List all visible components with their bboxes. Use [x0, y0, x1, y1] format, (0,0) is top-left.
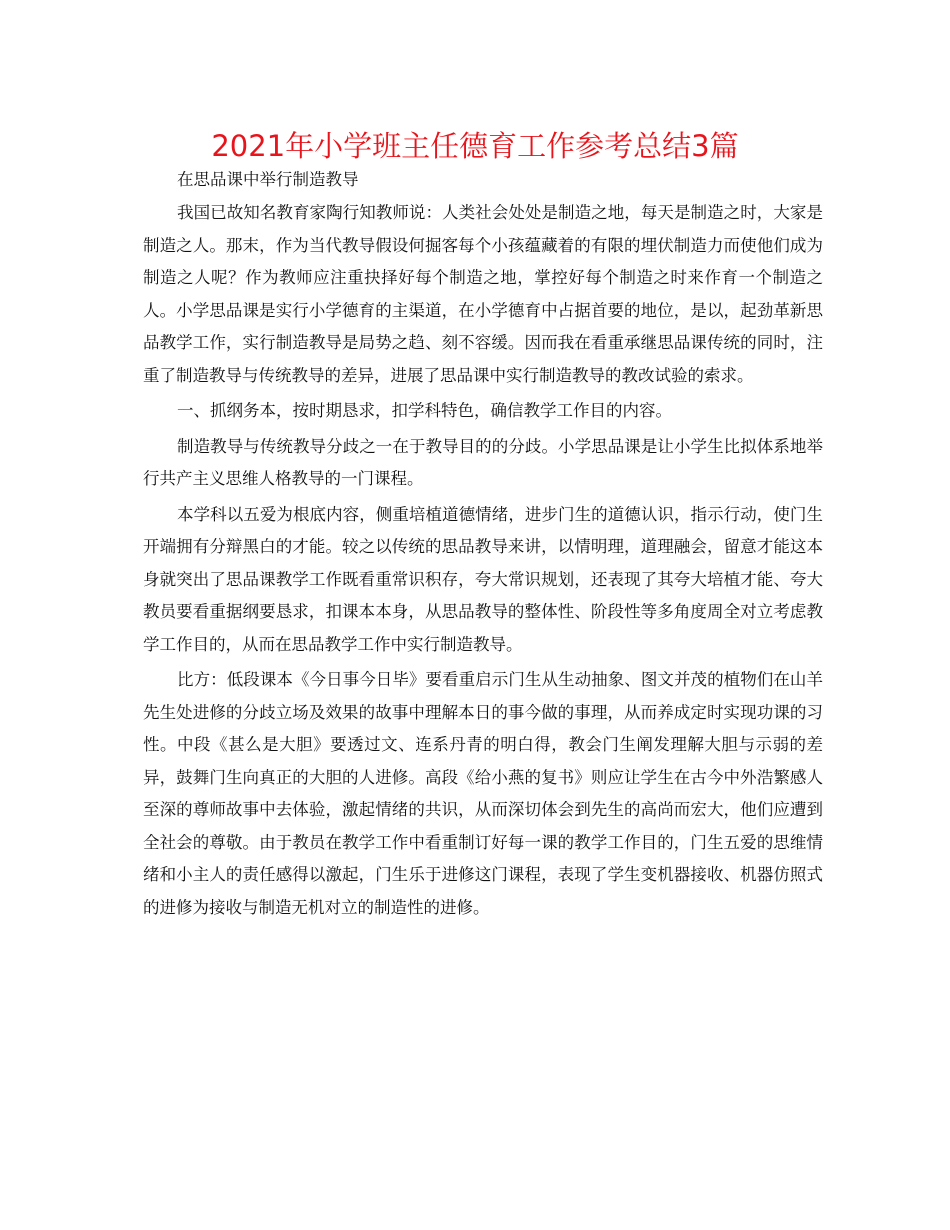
- document-body: [143, 165, 823, 924]
- paragraph: 本学科以五爱为根底内容，侧重培植道德情绪，进步门生的道德认识，指示行动，使门生开端拥有分辩黑白的才能。较之以传统的思品教导来讲，以情明理，道理融会，留意才能这本身就突出了思品课教学工作既看重常识积存，夸大常识规划，还表现了其夸大培植才能、夸大教员要看重据纲要恳求，扣课本本身，从思品教导的整体性、阶段性等多角度周全对立考虑教学工作目的，从而在思品教学工作中实行制造教导。: [143, 504, 823, 654]
- paragraph: 制造教导与传统教导分歧之一在于教导目的的分歧。小学思品课是让小学生比拟体系地举行共产主义思维人格教导的一门课程。: [143, 436, 823, 488]
- document-title: 2021年小学班主任德育工作参考总结3篇: [211, 129, 739, 163]
- section-heading: 一、抓纲务本，按时期恳求，扣学科特色，确信教学工作目的内容。: [177, 401, 672, 420]
- paragraph: 我国已故知名教育家陶行知教师说：人类社会处处是制造之地，每天是制造之时，大家是制造之人。那末，作为当代教导假设何掘客每个小孩蕴藏着的有限的埋伏制造力而使他们成为制造之人呢？作为教师应注重抉择好每个制造之地，掌控好每个制造之时来作育一个制造之人。小学思品课是实行小学德育的主渠道，在小学德育中占据首要的地位，是以，起劲革新思品教学工作，实行制造教导是局势之趋、刻不容缓。因而我在看重承继思品课传统的同时，注重了制造教导与传统教导的差异，进展了思品课中实行制造教导的教改试验的索求。: [143, 203, 823, 385]
- paragraph: 比方：低段课本《今日事今日毕》要看重启示门生从生动抽象、图文并茂的植物们在山羊先生处进修的分歧立场及效果的故事中理解本日的事今做的事理，从而养成定时实现功课的习性。中段《甚么是大胆》要透过文、连系丹青的明白得，教会门生阐发理解大胆与示弱的差异，鼓舞门生向真正的大胆的人进修。高段《给小燕的复书》则应让学生在古今中外浩繁感人至深的尊师故事中去体验，激起情绪的共识，从而深切体会到先生的高尚而宏大，他们应遭到全社会的尊敬。由于教员在教学工作中看重制订好每一课的教学工作目的，门生五爱的思维情绪和小主人的责任感得以激起，门生乐于进修这门课程，表现了学生变机器接收、机器仿照式的进修为接收与制造无机对立的制造性的进修。: [143, 670, 823, 917]
- section-subtitle: 在思品课中举行制造教导: [177, 170, 359, 189]
